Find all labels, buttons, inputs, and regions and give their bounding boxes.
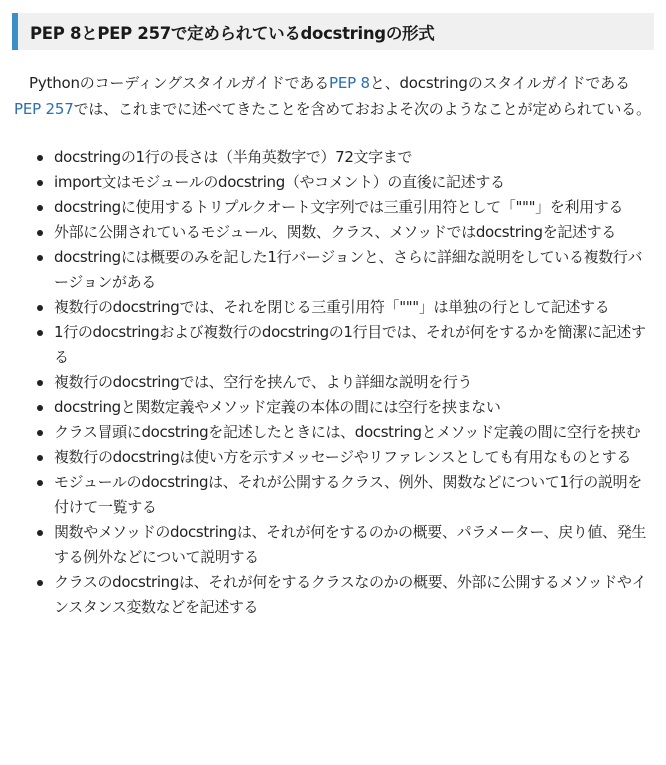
list-item <box>12 245 654 295</box>
list-item <box>12 570 654 620</box>
bullet-icon <box>37 180 43 186</box>
list-item <box>12 470 654 520</box>
bullet-icon <box>37 455 43 461</box>
list-item <box>12 445 654 470</box>
intro-text-2: と、docstringのスタイルガイドである <box>369 74 630 92</box>
list-item-text: クラス冒頭にdocstringを記述したときには、docstringとメソッド定義の間に空行を挟む <box>54 423 641 441</box>
bullet-icon <box>37 380 43 386</box>
list-item <box>12 195 654 220</box>
pep8-link[interactable]: PEP 8 <box>329 74 370 92</box>
list-item <box>12 320 654 370</box>
list-item <box>12 520 654 570</box>
intro-paragraph <box>14 70 654 122</box>
bullet-icon <box>37 530 43 536</box>
bullet-icon <box>37 230 43 236</box>
list-item <box>12 170 654 195</box>
intro-text-1: Pythonのコーディングスタイルガイドである <box>29 74 329 92</box>
list-item <box>12 145 654 170</box>
bullet-icon <box>37 330 43 336</box>
bullet-icon <box>37 255 43 261</box>
list-item <box>12 395 654 420</box>
list-item <box>12 370 654 395</box>
bullet-icon <box>37 155 43 161</box>
list-item-text: import文はモジュールのdocstring（やコメント）の直後に記述する <box>54 173 505 191</box>
list-item <box>12 295 654 320</box>
intro-text-3: では、これまでに述べてきたことを含めておおよそ次のようなことが定められている。 <box>73 100 651 118</box>
list-item-text: docstringには概要のみを記した1行バージョンと、さらに詳細な説明をしている複数行バージョンがある <box>54 248 643 291</box>
list-item-text: 複数行のdocstringでは、それを閉じる三重引用符「"""」は単独の行として記述する <box>54 298 610 316</box>
list-item-text: モジュールのdocstringは、それが公開するクラス、例外、関数などについて1行の説明を付けて一覧する <box>54 473 642 516</box>
list-item-text: docstringと関数定義やメソッド定義の本体の間には空行を挟まない <box>54 398 501 416</box>
list-item-text: 複数行のdocstringは使い方を示すメッセージやリファレンスとしても有用なものとする <box>54 448 631 466</box>
list-item-text: 外部に公開されているモジュール、関数、クラス、メソッドではdocstringを記述する <box>54 223 616 241</box>
list-item-text: 1行のdocstringおよび複数行のdocstringの1行目では、それが何をするかを簡潔に記述する <box>54 323 646 366</box>
pep257-link[interactable]: PEP 257 <box>14 100 74 118</box>
list-item <box>12 220 654 245</box>
section-heading: PEP 8とPEP 257で定められているdocstringの形式 <box>12 13 654 50</box>
bullet-icon <box>37 430 43 436</box>
list-item-text: docstringの1行の長さは（半角英数字で）72文字まで <box>54 148 413 166</box>
list-item-text: 関数やメソッドのdocstringは、それが何をするのかの概要、パラメーター、戻り値、発生する例外などについて説明する <box>54 523 647 566</box>
article-section <box>0 13 666 765</box>
bullet-icon <box>37 305 43 311</box>
bullet-icon <box>37 405 43 411</box>
list-item-text: docstringに使用するトリプルクオート文字列では三重引用符として「"""」を利用する <box>54 198 624 216</box>
list-item-text: クラスのdocstringは、それが何をするクラスなのかの概要、外部に公開するメソッドやインスタンス変数などを記述する <box>54 573 647 616</box>
list-item-text: 複数行のdocstringでは、空行を挟んで、より詳細な説明を行う <box>54 373 473 391</box>
list-item <box>12 420 654 445</box>
bullet-icon <box>37 205 43 211</box>
bullet-icon <box>37 480 43 486</box>
bullet-icon <box>37 580 43 586</box>
docstring-rules-list <box>12 145 654 620</box>
